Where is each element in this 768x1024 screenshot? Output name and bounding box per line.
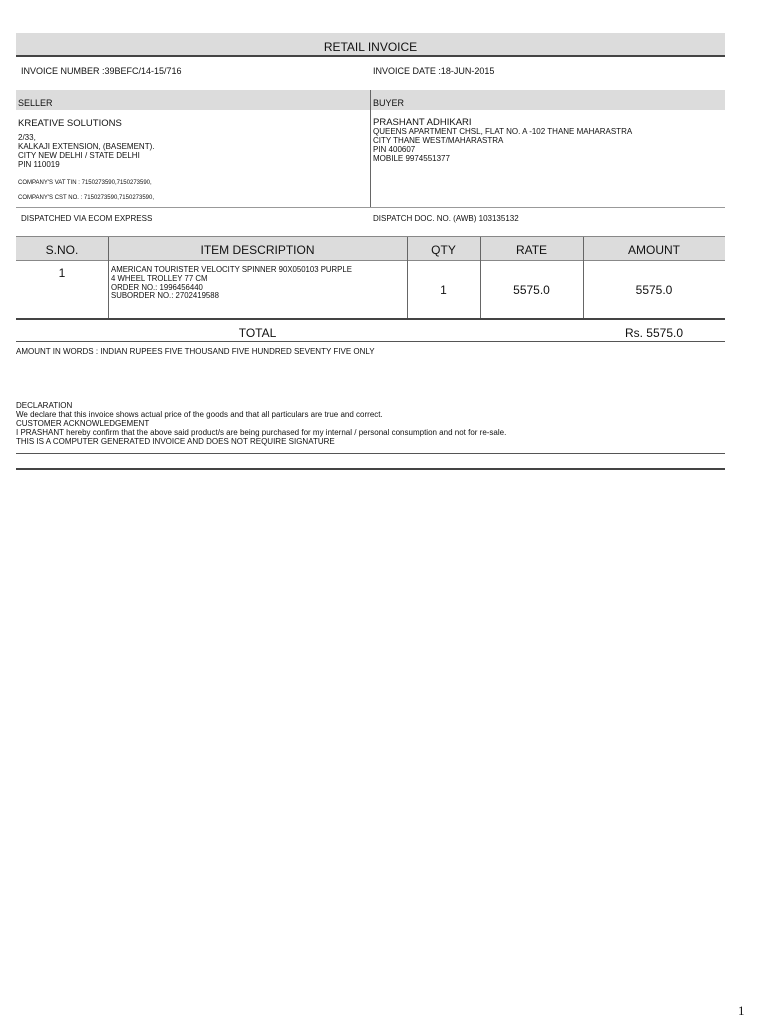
declaration-bottom-rule — [16, 453, 725, 454]
row-description-line: ORDER NO.: 1996456440 — [111, 282, 203, 292]
amount-in-words: AMOUNT IN WORDS : INDIAN RUPEES FIVE THOUSAND FIVE HUNDRED SEVENTY FIVE ONLY — [16, 347, 375, 356]
total-value: Rs. 5575.0 — [624, 326, 684, 340]
row-qty: 1 — [440, 283, 447, 297]
seller-heading: SELLER — [18, 98, 53, 108]
invoice-title: RETAIL INVOICE — [323, 40, 418, 54]
declaration-line: We declare that this invoice shows actual price of the goods and that all particulars are true and correct. — [16, 410, 383, 419]
declaration-line: DECLARATION — [16, 401, 73, 410]
row-description — [111, 266, 352, 301]
declaration-line: I PRASHANT hereby confirm that the above said product/s are being purchased for my internal / personal consumption and not for re-sale. — [16, 428, 507, 437]
header-item-description: ITEM DESCRIPTION — [200, 243, 315, 257]
buyer-heading: BUYER — [373, 98, 405, 108]
row-description-line: AMERICAN TOURISTER VELOCITY SPINNER 90X050103 PURPLE — [111, 265, 352, 274]
seller-cst-no: COMPANY'S CST NO. : 7150273590,7150273590, — [18, 195, 155, 201]
page-end-rule — [16, 468, 725, 470]
party-bottom-rule — [16, 207, 725, 208]
buyer-address-line: QUEENS APARTMENT CHSL, FLAT NO. A -102 THANE MAHARASTRA — [373, 127, 633, 136]
header-sno: S.NO. — [45, 243, 79, 257]
row-description-line: 4 WHEEL TROLLEY 77 CM — [111, 273, 208, 283]
title-bottom-rule — [16, 55, 725, 57]
table-bottom-rule — [16, 318, 725, 320]
seller-address-line: KALKAJI EXTENSION, (BASEMENT). — [18, 142, 155, 151]
declaration-line: CUSTOMER ACKNOWLEDGEMENT — [16, 419, 150, 428]
invoice-date: INVOICE DATE :18-JUN-2015 — [373, 66, 495, 76]
dispatch-doc-no: DISPATCH DOC. NO. (AWB) 103135132 — [373, 214, 519, 223]
total-bottom-rule — [16, 341, 725, 342]
header-rate: RATE — [515, 243, 548, 257]
row-amount: 5575.0 — [635, 283, 673, 297]
row-rate: 5575.0 — [513, 283, 550, 297]
page-number: 1 — [738, 1003, 745, 1018]
party-divider — [370, 90, 371, 207]
total-label: TOTAL — [238, 326, 277, 340]
buyer-address-line: CITY THANE WEST/MAHARASTRA — [373, 136, 504, 145]
row-description-line: SUBORDER NO.: 2702419588 — [111, 291, 219, 301]
row-sno: 1 — [58, 266, 66, 280]
dispatched-via: DISPATCHED VIA ECOM EXPRESS — [21, 214, 153, 223]
table-top-rule — [16, 236, 725, 237]
seller-address-line: PIN 110019 — [18, 160, 60, 169]
seller-address-line: 2/33, — [18, 133, 36, 142]
buyer-address — [373, 127, 632, 163]
seller-name: KREATIVE SOLUTIONS — [18, 118, 122, 129]
buyer-address-line: PIN 400607 — [373, 145, 416, 154]
buyer-address-line: MOBILE 9974551377 — [373, 154, 450, 163]
declaration-block — [16, 401, 506, 446]
seller-address-line: CITY NEW DELHI / STATE DELHI — [18, 151, 140, 160]
header-amount: AMOUNT — [628, 243, 680, 257]
declaration-line: THIS IS A COMPUTER GENERATED INVOICE AND DOES NOT REQUIRE SIGNATURE — [16, 437, 335, 446]
buyer-name: PRASHANT ADHIKARI — [373, 117, 472, 128]
header-qty: QTY — [431, 243, 456, 257]
seller-address — [18, 133, 154, 169]
seller-vat-tin: COMPANY'S VAT TIN : 7150273590,7150273590, — [18, 180, 152, 186]
table-header-rule — [16, 260, 725, 261]
invoice-number: INVOICE NUMBER :39BEFC/14-15/716 — [21, 66, 182, 76]
